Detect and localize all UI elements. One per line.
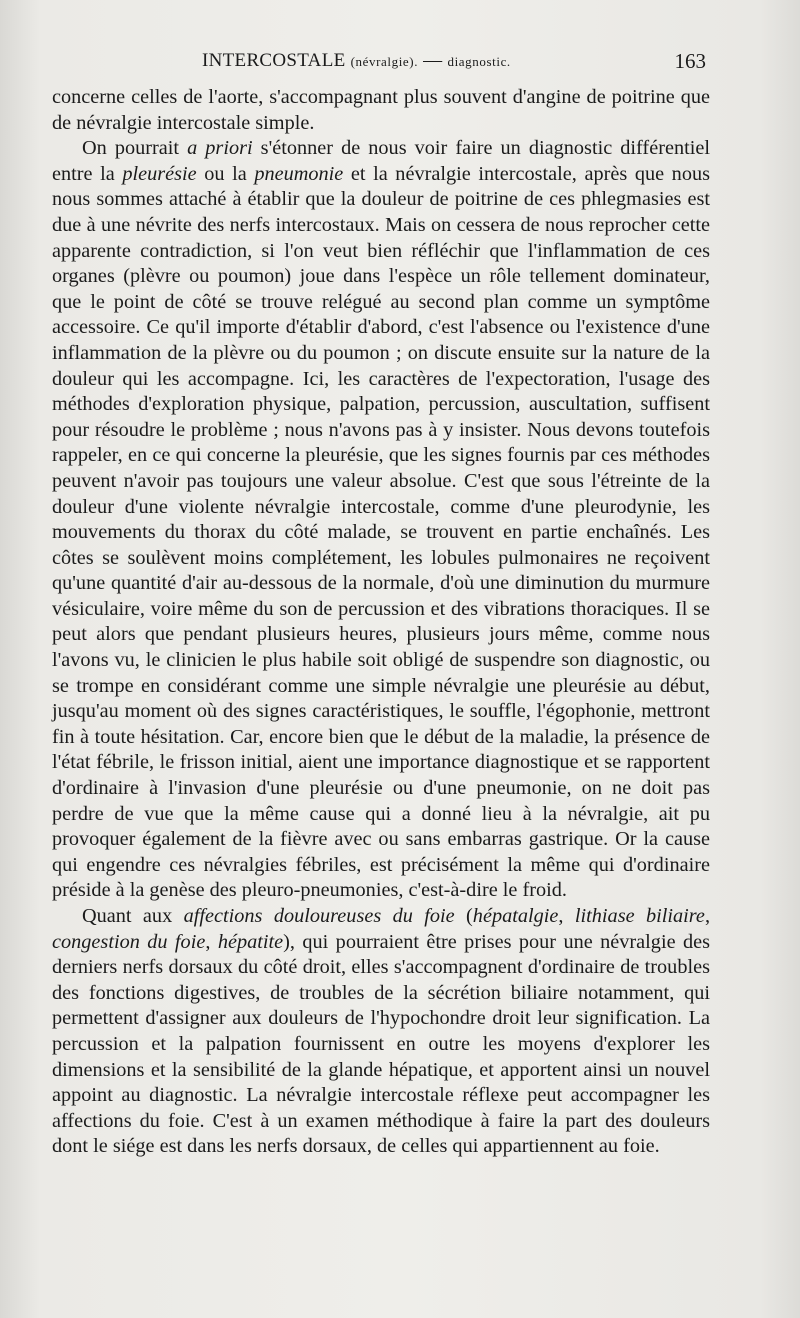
running-title-paren: (névralgie). [350,54,419,69]
italic-run: hépatalgie [472,905,559,927]
paragraph-continued: concerne celles de l'aorte, s'accompagnant plus souvent d'angine de poitrine que de névralgie intercostale simple. [52,86,710,134]
text-run: , [704,905,711,927]
text-run: ( [454,905,473,927]
paragraph-pleurisy [52,136,710,904]
running-header [52,46,712,76]
text-run: , [558,905,575,927]
page-number: 163 [674,49,706,73]
running-title [202,46,511,77]
text-run: et la névralgie intercostale, après que nous nous sommes attaché à établir que la douleur de poitrine de ces phlegmasies est due à une névrite des nerfs intercostaux. Mais on cessera de nous reprocher cette apparente contradiction, si l'on veut bien réfléchir que l'inflammation de ces organes (plèvre ou poumon) joue dans l'espèce un rôle tellement dominateur, que le point de côté se trouve relégué au second plan comme un symptôme accessoire. Ce qu'il importe d'établir d'abord, c'est l'absence ou l'existence d'une inflammation de la plèvre ou du poumon ; on discute ensuite sur la nature de la douleur qui les accompagne. Ici, les caractères de l'expectoration, l'usage des méthodes d'exploration physique, palpation, percussion, auscultation, suffisent pour résoudre le problème ; nous n'avons pas à y insister. Nous devons toutefois rappeler, en ce qui concerne la pleurésie, que les signes fournis par ces méthodes peuvent n'avoir pas toujours une valeur absolue. C'est que sous l'étreinte de la douleur d'une violente névralgie intercostale, comme d'une pleurodynie, les mouvements du thorax du côté malade, se trouvent en partie enchaînés. Les côtes se soulèvent moins complétement, les lobules pulmonaires ne reçoivent qu'une quantité d'air au-dessous de la normale, d'où une diminution du murmure vésiculaire, voire même du son de percussion et des vibrations thoraciques. Il se peut alors que pendant plusieurs heures, plusieurs jours même, comme nous l'avons vu, le clinicien le plus habile soit obligé de suspendre son diagnostic, ou se trompe en considérant comme une simple névralgie une pleurésie au début, jusqu'au moment où des signes caractéristiques, le souffle, l'égophonie, mettront fin à toute hésitation. Car, encore bien que le début de la maladie, la présence de l'état fébrile, le frisson initial, aient une importance diagnostique et se rapportent d'ordinaire à l'invasion d'une pleurésie ou d'une pneumonie, on ne doit pas perdre de vue que la même cause qui a donné lieu à la névralgie, ait pu provoquer également de la fièvre avec ou sans embarras gastrique. Or la cause qui engendre ces névralgies fébriles, est précisément la même qui d'ordinaire préside à la genèse des pleuro-pneumonies, c'est-à-dire le froid. [52,162,710,902]
italic-run: lithiase biliaire [574,905,705,927]
text-run: ou la [196,162,255,185]
italic-run: affections douloureuses du foie [183,905,455,927]
italic-run: a priori [187,137,253,160]
italic-run: pneumonie [254,162,344,185]
text-run: , [205,930,218,953]
text-run: s'étonner de nous voir faire un diagnostic différentiel entre la [52,137,710,185]
text-run: Quant aux [82,905,184,927]
italic-run: hépatite [217,930,284,953]
running-title-main: INTERCOSTALE [202,50,346,71]
text-run: ), qui pourraient être prises pour une névralgie des derniers nerfs dorsaux du côté droit, elles s'accompagnent d'ordinaire de troubles des fonctions digestives, de troubles de la sécrétion biliaire notamment, qui permettent d'assigner aux douleurs de l'hypochondre droit leur signification. La percussion et la palpation fournissent en outre les moyens d'explorer les dimensions et la sensibilité de la glande hépatique, et apportent ainsi un nouvel appoint au diagnostic. La névralgie intercostale réflexe peut accompagner les affections du foie. C'est à un examen méthodique à faire la part des douleurs dont le siége est dans les nerfs dorsaux, de celles qui appartiennent au foie. [52,930,711,1158]
running-title-section: diagnostic. [447,54,511,69]
text-run: On pourrait [82,137,188,160]
body-text [52,85,710,1160]
italic-run: congestion du foie [52,930,206,953]
running-title-dash: — [423,50,443,71]
italic-run: pleurésie [122,162,197,185]
paragraph-liver [52,904,710,1160]
